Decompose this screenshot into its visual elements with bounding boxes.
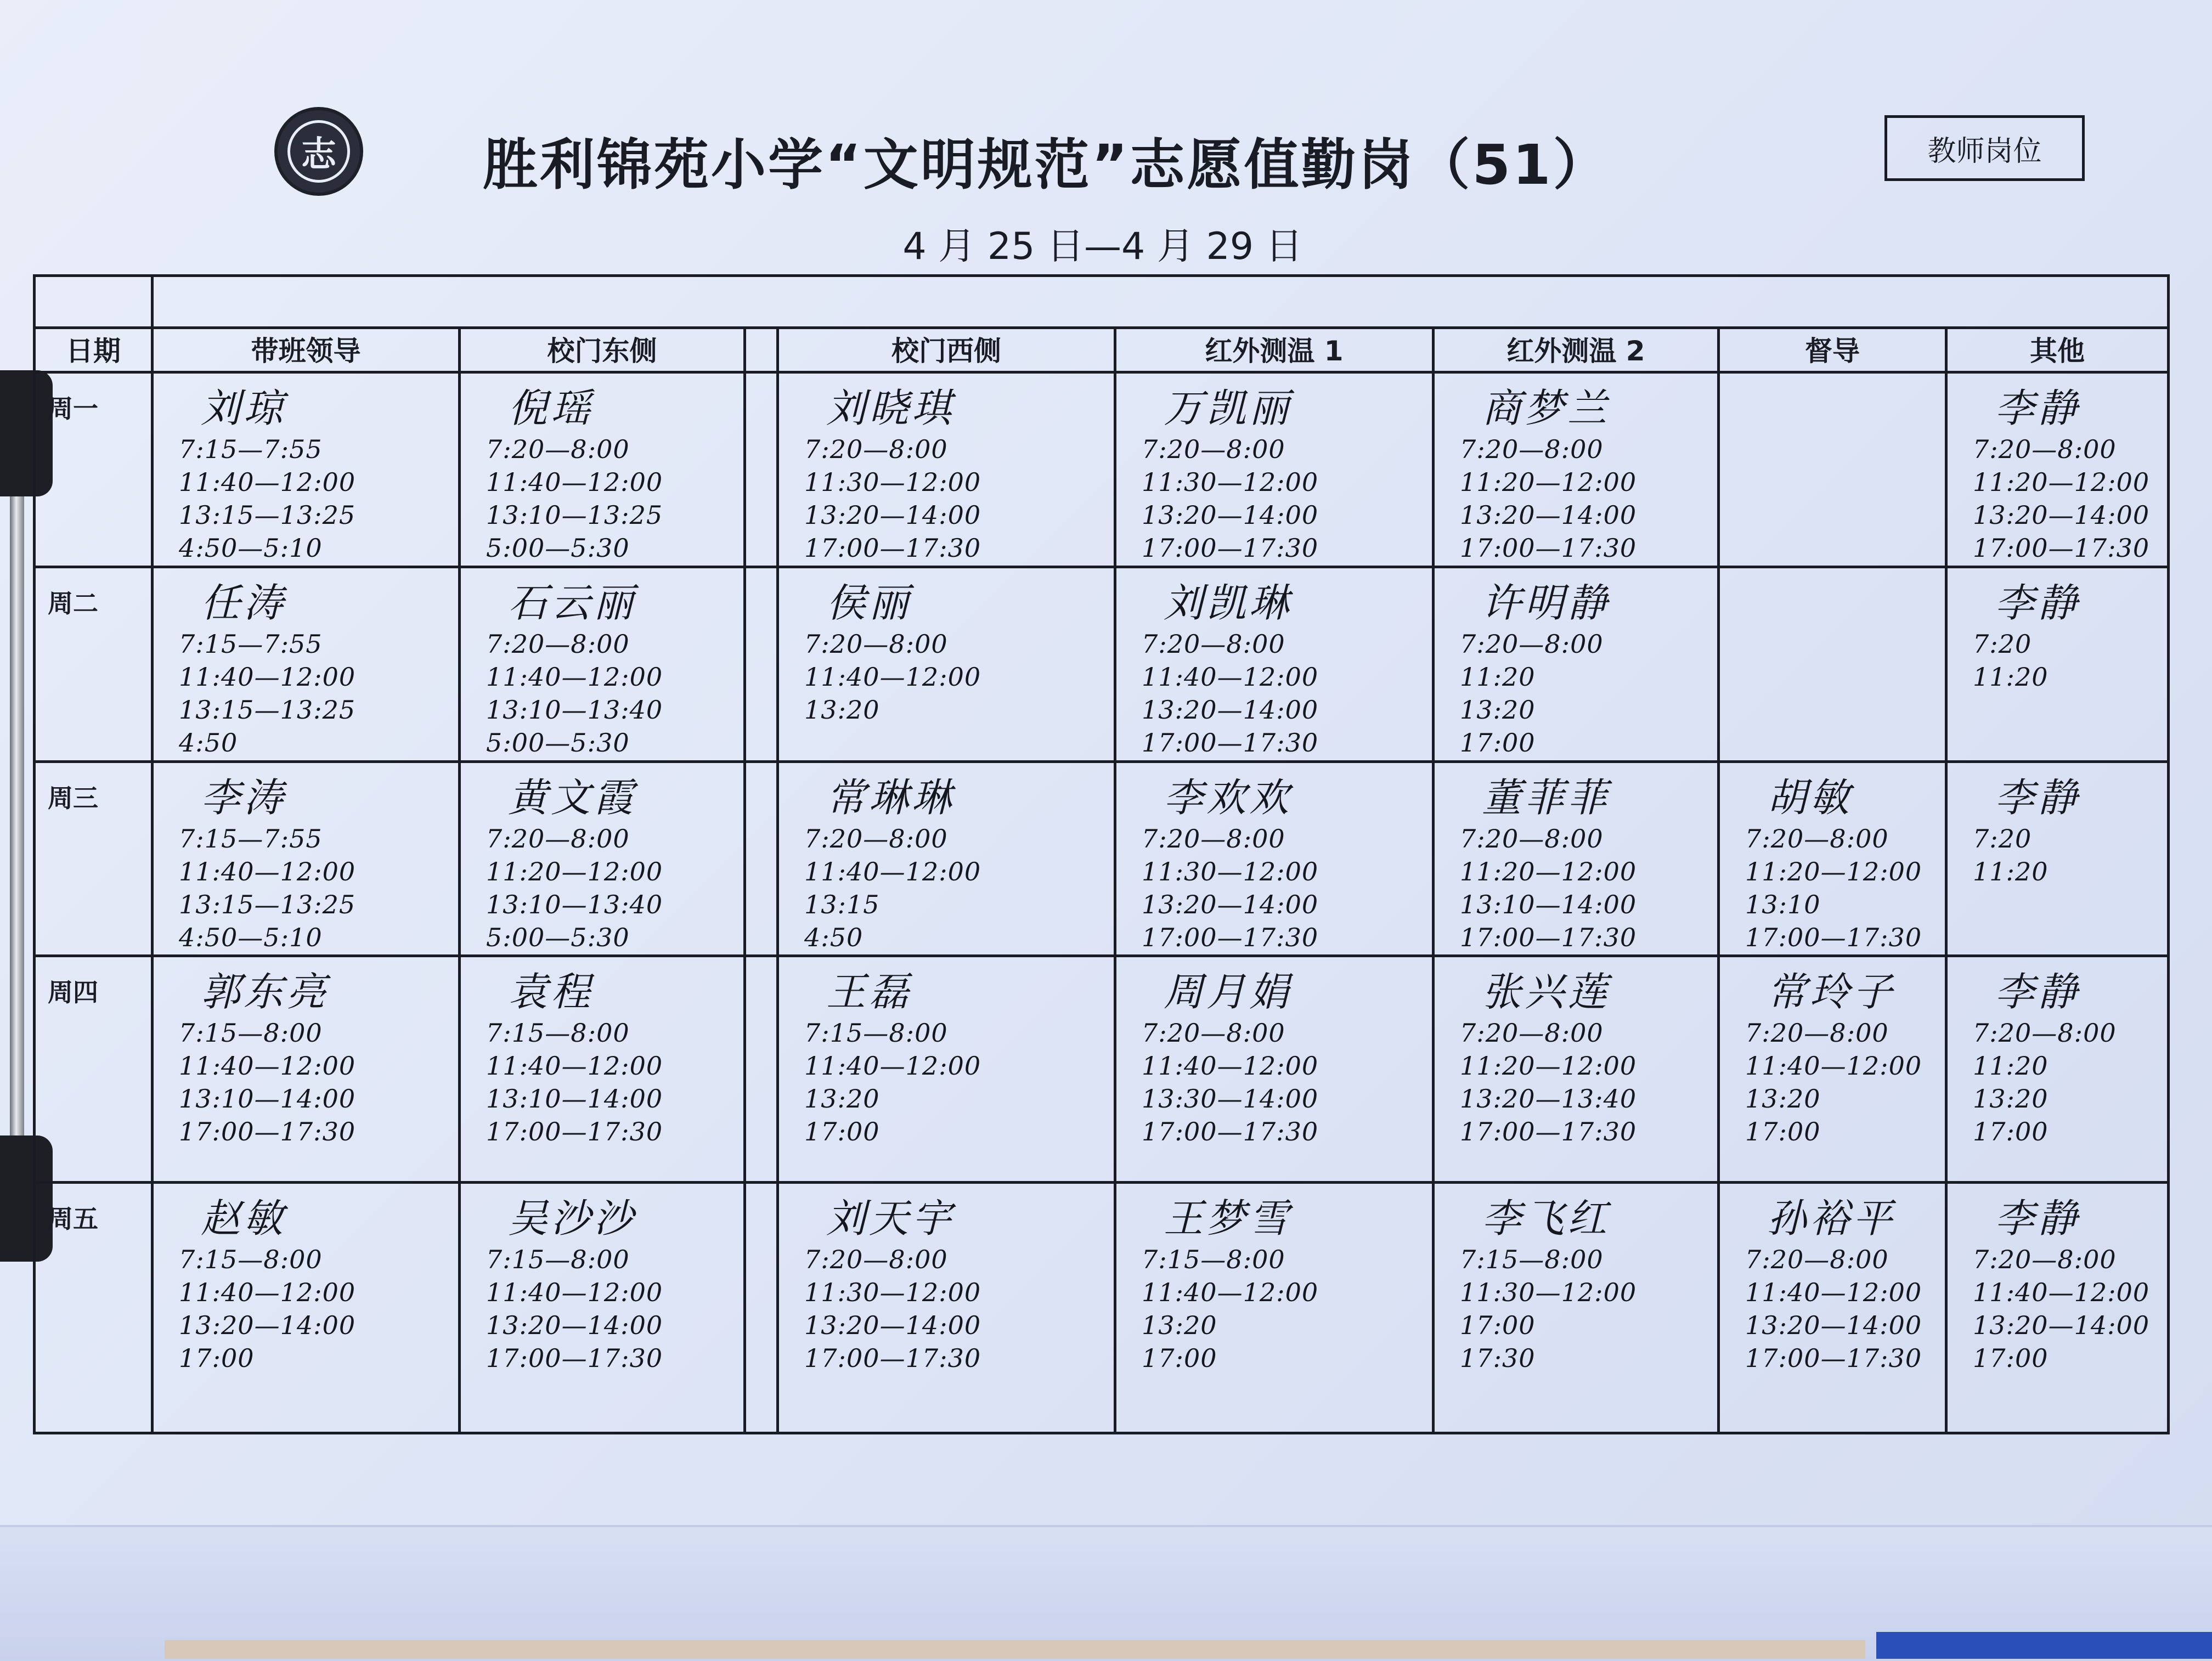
- duty-cell: [1946, 761, 2169, 956]
- duty-cell: [1719, 956, 1946, 1182]
- time-slot: 13:20: [804, 694, 880, 725]
- time-slot: 11:30—12:00: [1142, 467, 1319, 497]
- time-slot: 7:20—8:00: [1460, 434, 1604, 464]
- column-header: 校门西侧: [778, 328, 1115, 372]
- clipboard-bar: [10, 466, 24, 1179]
- time-slot: 17:00—17:30: [804, 1343, 981, 1373]
- time-slot: 11:20—12:00: [1460, 856, 1637, 886]
- time-slot: 17:00: [1460, 727, 1536, 758]
- column-header: 督导: [1719, 328, 1946, 372]
- time-slot: 7:20—8:00: [1142, 823, 1285, 854]
- signature-name: 孙裕平: [1767, 1195, 1896, 1241]
- time-slot: 7:20—8:00: [1745, 823, 1889, 854]
- signature-name: 石云丽: [508, 579, 637, 626]
- time-slot: 11:40—12:00: [179, 662, 356, 692]
- time-slot: 7:15—8:00: [486, 1244, 630, 1274]
- duty-cell: [460, 372, 745, 567]
- duty-cell: [778, 1182, 1115, 1433]
- time-slot: 11:40—12:00: [486, 467, 663, 497]
- time-slot: 13:10—14:00: [486, 1084, 663, 1114]
- time-slot: 17:00—17:30: [1745, 922, 1922, 952]
- time-slot: 17:00—17:30: [486, 1117, 663, 1147]
- time-slot: 13:20—14:00: [804, 500, 981, 530]
- time-slot: 7:20—8:00: [1973, 1018, 2117, 1048]
- time-slot: 13:10—14:00: [1460, 889, 1637, 919]
- column-header: 红外测温 1: [1115, 328, 1434, 372]
- time-slot: 11:20—12:00: [1460, 1051, 1637, 1081]
- time-slot: 13:20—14:00: [486, 1310, 663, 1340]
- time-slot: 7:20—8:00: [804, 823, 948, 854]
- duty-cell: [460, 1182, 745, 1433]
- signature-name: 李静: [1995, 969, 2081, 1015]
- time-slot: 13:20: [804, 1084, 880, 1114]
- table-top-blank: [153, 276, 2169, 328]
- time-slot: 13:10—13:40: [486, 889, 663, 919]
- time-slot: 7:20—8:00: [1745, 1244, 1889, 1274]
- time-slot: 17:00—17:30: [1460, 533, 1637, 563]
- time-slot: 17:00—17:30: [179, 1117, 356, 1147]
- signature-name: 周月娟: [1164, 969, 1293, 1015]
- column-header: 校门东侧: [460, 328, 745, 372]
- time-slot: 11:30—12:00: [1460, 1277, 1637, 1307]
- duty-cell: [153, 1182, 460, 1433]
- signature-name: 王磊: [826, 969, 912, 1015]
- duty-table: [33, 274, 2170, 1434]
- time-slot: 11:40—12:00: [486, 1277, 663, 1307]
- time-slot: 13:10—13:40: [486, 694, 663, 725]
- time-slot: 7:20—8:00: [804, 434, 948, 464]
- time-slot: 13:20—14:00: [1745, 1310, 1922, 1340]
- time-slot: 17:00: [1745, 1117, 1821, 1147]
- time-slot: 13:15: [804, 889, 880, 919]
- page-title: 胜利锦苑小学“文明规范”志愿值勤岗（51）: [483, 133, 1610, 197]
- time-slot: 11:40—12:00: [179, 856, 356, 886]
- signature-name: 李静: [1995, 774, 2081, 821]
- time-slot: 13:20: [1142, 1310, 1217, 1340]
- duty-cell: [1719, 372, 1946, 567]
- time-slot: 11:20: [1973, 662, 2049, 692]
- signature-name: 刘凯琳: [1164, 579, 1293, 626]
- time-slot: 17:00—17:30: [1142, 1117, 1319, 1147]
- time-slot: 11:20—12:00: [1973, 467, 2150, 497]
- time-slot: 7:20—8:00: [1142, 434, 1285, 464]
- signature-name: 李静: [1995, 579, 2081, 626]
- time-slot: 7:20—8:00: [1460, 1018, 1604, 1048]
- time-slot: 13:20—14:00: [1973, 1310, 2150, 1340]
- time-slot: 13:20—14:00: [179, 1310, 356, 1340]
- time-slot: 7:15—7:55: [179, 434, 323, 464]
- signature-name: 侯丽: [826, 579, 912, 626]
- time-slot: 11:40—12:00: [804, 662, 981, 692]
- time-slot: 17:00—17:30: [1142, 727, 1319, 758]
- column-gap: [745, 1182, 778, 1433]
- time-slot: 17:00: [1973, 1117, 2049, 1147]
- duty-cell: [778, 372, 1115, 567]
- duty-cell: [153, 372, 460, 567]
- time-slot: 7:20: [1973, 629, 2032, 659]
- signature-name: 李静: [1995, 1195, 2081, 1241]
- time-slot: 13:20: [1745, 1084, 1821, 1114]
- time-slot: 4:50—5:10: [179, 922, 323, 952]
- logo-glyph: 志: [287, 120, 350, 183]
- duty-cell: [1115, 372, 1434, 567]
- time-slot: 13:20—13:40: [1460, 1084, 1637, 1114]
- time-slot: 11:20—12:00: [1460, 467, 1637, 497]
- signature-name: 常玲子: [1767, 969, 1896, 1015]
- time-slot: 7:15—8:00: [1460, 1244, 1604, 1274]
- time-slot: 11:40—12:00: [179, 1277, 356, 1307]
- duty-cell: [1946, 567, 2169, 761]
- signature-name: 董菲菲: [1482, 774, 1611, 821]
- time-slot: 7:20—8:00: [486, 629, 630, 659]
- time-slot: 5:00—5:30: [486, 922, 630, 952]
- time-slot: 13:20: [1973, 1084, 2049, 1114]
- time-slot: 7:20—8:00: [1973, 434, 2117, 464]
- time-slot: 13:30—14:00: [1142, 1084, 1319, 1114]
- time-slot: 11:20—12:00: [486, 856, 663, 886]
- time-slot: 11:40—12:00: [1973, 1277, 2150, 1307]
- time-slot: 7:15—7:55: [179, 629, 323, 659]
- time-slot: 11:40—12:00: [804, 1051, 981, 1081]
- background-edge-blue: [1876, 1632, 2212, 1659]
- duty-cell: [1719, 567, 1946, 761]
- time-slot: 11:30—12:00: [804, 467, 981, 497]
- column-header: 其他: [1946, 328, 2169, 372]
- time-slot: 17:00—17:30: [804, 533, 981, 563]
- time-slot: 13:15—13:25: [179, 889, 356, 919]
- signature-name: 吴沙沙: [508, 1195, 637, 1241]
- table-top-row: [35, 276, 2169, 328]
- signature-name: 王梦雪: [1164, 1195, 1293, 1241]
- column-header: 红外测温 2: [1434, 328, 1719, 372]
- column-gap: [745, 761, 778, 956]
- time-slot: 7:15—8:00: [179, 1244, 323, 1274]
- signature-name: 黄文霞: [508, 774, 637, 821]
- time-slot: 7:20—8:00: [804, 629, 948, 659]
- role-badge: 教师岗位: [1884, 115, 2085, 181]
- signature-name: 李飞红: [1482, 1195, 1611, 1241]
- duty-cell: [153, 761, 460, 956]
- time-slot: 11:20: [1973, 1051, 2049, 1081]
- column-gap: [745, 567, 778, 761]
- time-slot: 7:20—8:00: [1745, 1018, 1889, 1048]
- duty-cell: [460, 761, 745, 956]
- duty-cell: [1946, 956, 2169, 1182]
- time-slot: 17:00: [1973, 1343, 2049, 1373]
- duty-cell: [1434, 956, 1719, 1182]
- time-slot: 17:00: [1142, 1343, 1217, 1373]
- time-slot: 17:00—17:30: [486, 1343, 663, 1373]
- column-gap: [745, 956, 778, 1182]
- time-slot: 13:10—13:25: [486, 500, 663, 530]
- signature-name: 许明静: [1482, 579, 1611, 626]
- time-slot: 11:40—12:00: [804, 856, 981, 886]
- time-slot: 4:50: [179, 727, 238, 758]
- time-slot: 4:50—5:10: [179, 533, 323, 563]
- signature-name: 刘天宇: [826, 1195, 955, 1241]
- time-slot: 7:20—8:00: [1460, 823, 1604, 854]
- duty-cell: [778, 567, 1115, 761]
- duty-cell: [153, 956, 460, 1182]
- time-slot: 7:15—8:00: [179, 1018, 323, 1048]
- day-label: 周二: [35, 567, 153, 761]
- duty-cell: [1434, 372, 1719, 567]
- time-slot: 13:20—14:00: [1142, 694, 1319, 725]
- time-slot: 13:10—14:00: [179, 1084, 356, 1114]
- signature-name: 郭东亮: [201, 969, 330, 1015]
- time-slot: 11:40—12:00: [1142, 1051, 1319, 1081]
- table-row: [35, 1182, 2169, 1433]
- duty-cell: [778, 761, 1115, 956]
- time-slot: 17:00—17:30: [1745, 1343, 1922, 1373]
- signature-name: 商梦兰: [1482, 385, 1611, 431]
- time-slot: 7:20—8:00: [1142, 629, 1285, 659]
- time-slot: 17:00—17:30: [1142, 533, 1319, 563]
- duty-cell: [1115, 956, 1434, 1182]
- signature-name: 李欢欢: [1164, 774, 1293, 821]
- time-slot: 11:20: [1460, 662, 1536, 692]
- school-logo: [274, 107, 363, 196]
- time-slot: 7:15—8:00: [486, 1018, 630, 1048]
- time-slot: 13:20: [1460, 694, 1536, 725]
- time-slot: 13:20—14:00: [1142, 889, 1319, 919]
- time-slot: 17:00—17:30: [1460, 1117, 1637, 1147]
- time-slot: 7:15—8:00: [1142, 1244, 1285, 1274]
- table-row: [35, 372, 2169, 567]
- signature-name: 常琳琳: [826, 774, 955, 821]
- day-label: 周五: [35, 1182, 153, 1433]
- column-gap: [745, 328, 778, 372]
- time-slot: 11:40—12:00: [486, 662, 663, 692]
- time-slot: 11:40—12:00: [486, 1051, 663, 1081]
- time-slot: 13:20—14:00: [1142, 500, 1319, 530]
- table-row: [35, 567, 2169, 761]
- time-slot: 5:00—5:30: [486, 727, 630, 758]
- duty-cell: [1115, 1182, 1434, 1433]
- time-slot: 13:15—13:25: [179, 694, 356, 725]
- duty-cell: [1946, 372, 2169, 567]
- duty-cell: [460, 567, 745, 761]
- duty-cell: [1434, 1182, 1719, 1433]
- time-slot: 13:20—14:00: [1460, 500, 1637, 530]
- column-gap: [745, 372, 778, 567]
- duty-cell: [1946, 1182, 2169, 1433]
- duty-cell: [1719, 761, 1946, 956]
- time-slot: 7:15—7:55: [179, 823, 323, 854]
- time-slot: 13:15—13:25: [179, 500, 356, 530]
- table-header-row: [35, 328, 2169, 372]
- time-slot: 7:20—8:00: [1142, 1018, 1285, 1048]
- signature-name: 赵敏: [201, 1195, 287, 1241]
- time-slot: 17:00: [804, 1117, 880, 1147]
- time-slot: 5:00—5:30: [486, 533, 630, 563]
- date-range: 4 月 25 日—4 月 29 日: [902, 225, 1303, 268]
- signature-name: 李涛: [201, 774, 287, 821]
- signature-name: 张兴莲: [1482, 969, 1611, 1015]
- time-slot: 11:40—12:00: [179, 467, 356, 497]
- day-label: 周一: [35, 372, 153, 567]
- background-edge: [165, 1640, 1865, 1659]
- signature-name: 万凯丽: [1164, 385, 1293, 431]
- column-header: 带班领导: [153, 328, 460, 372]
- time-slot: 7:20—8:00: [804, 1244, 948, 1274]
- duty-cell: [1434, 761, 1719, 956]
- time-slot: 11:40—12:00: [1142, 662, 1319, 692]
- day-label: 周四: [35, 956, 153, 1182]
- duty-cell: [153, 567, 460, 761]
- table-row: [35, 761, 2169, 956]
- time-slot: 7:20—8:00: [1460, 629, 1604, 659]
- time-slot: 11:20: [1973, 856, 2049, 886]
- signature-name: 倪瑶: [508, 385, 594, 431]
- time-slot: 7:20—8:00: [486, 434, 630, 464]
- time-slot: 17:00: [1460, 1310, 1536, 1340]
- table-row: [35, 956, 2169, 1182]
- duty-cell: [1719, 1182, 1946, 1433]
- time-slot: 7:20—8:00: [486, 823, 630, 854]
- duty-cell: [778, 956, 1115, 1182]
- time-slot: 7:15—8:00: [804, 1018, 948, 1048]
- signature-name: 任涛: [201, 579, 287, 626]
- time-slot: 17:30: [1460, 1343, 1536, 1373]
- time-slot: 13:20—14:00: [1973, 500, 2150, 530]
- time-slot: 11:40—12:00: [179, 1051, 356, 1081]
- column-header: 日期: [35, 328, 153, 372]
- time-slot: 13:10: [1745, 889, 1821, 919]
- time-slot: 17:00—17:30: [1460, 922, 1637, 952]
- time-slot: 13:20—14:00: [804, 1310, 981, 1340]
- signature-name: 李静: [1995, 385, 2081, 431]
- duty-cell: [1434, 567, 1719, 761]
- time-slot: 17:00—17:30: [1142, 922, 1319, 952]
- day-label: 周三: [35, 761, 153, 956]
- time-slot: 11:40—12:00: [1142, 1277, 1319, 1307]
- time-slot: 7:20: [1973, 823, 2032, 854]
- signature-name: 胡敏: [1767, 774, 1853, 821]
- duty-cell: [1115, 761, 1434, 956]
- duty-cell: [460, 956, 745, 1182]
- signature-name: 刘琼: [201, 385, 287, 431]
- time-slot: 7:20—8:00: [1973, 1244, 2117, 1274]
- signature-name: 刘晓琪: [826, 385, 955, 431]
- table-corner-cell: [35, 276, 153, 328]
- time-slot: 17:00: [179, 1343, 255, 1373]
- duty-cell: [1115, 567, 1434, 761]
- time-slot: 11:40—12:00: [1745, 1277, 1922, 1307]
- time-slot: 11:30—12:00: [804, 1277, 981, 1307]
- time-slot: 11:30—12:00: [1142, 856, 1319, 886]
- time-slot: 11:40—12:00: [1745, 1051, 1922, 1081]
- time-slot: 11:20—12:00: [1745, 856, 1922, 886]
- time-slot: 17:00—17:30: [1973, 533, 2150, 563]
- signature-name: 袁程: [508, 969, 594, 1015]
- time-slot: 4:50: [804, 922, 864, 952]
